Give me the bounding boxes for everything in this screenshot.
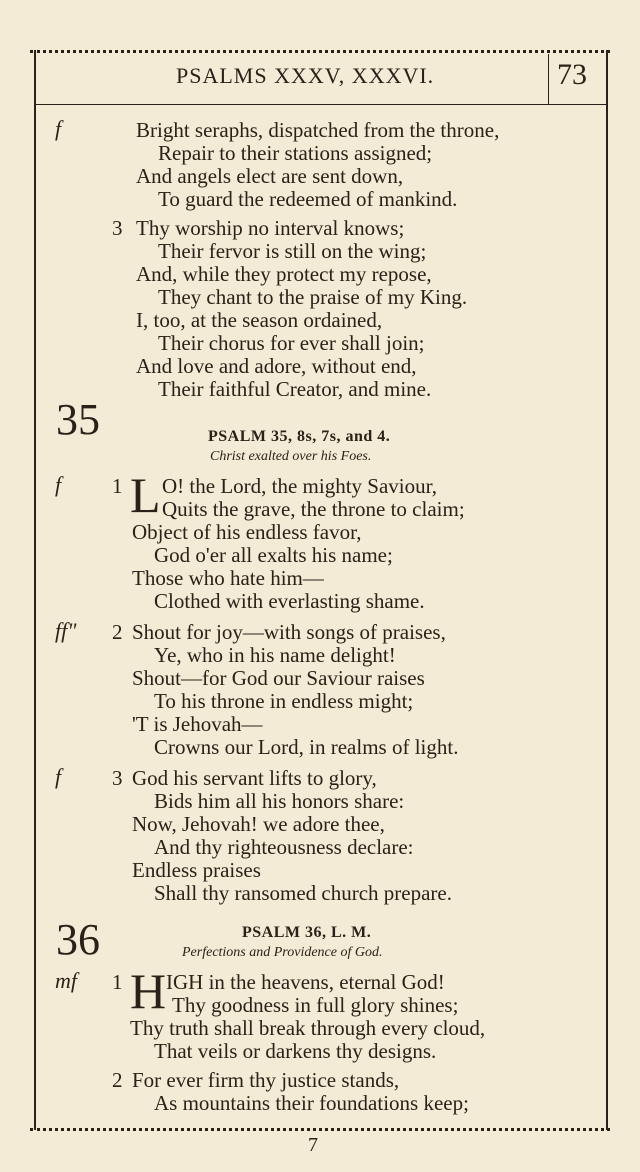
drop-cap: H	[130, 963, 167, 1019]
psalm-title: PSALM 35, 8s, 7s, and 4.	[208, 428, 391, 445]
dynamic-mark: ff"	[55, 618, 77, 643]
verse-line: 'T is Jehovah—	[132, 712, 263, 736]
page-border-top	[30, 50, 610, 53]
verse-line: Thy goodness in full glory shines;	[172, 993, 459, 1017]
verse-line: Shall thy ransomed church prepare.	[154, 881, 452, 905]
verse-line: Their chorus for ever shall join;	[158, 331, 425, 355]
verse-line: Crowns our Lord, in realms of light.	[154, 735, 459, 759]
verse-line: Thy truth shall break through every cloud,	[130, 1016, 486, 1040]
verse-line: IGH in the heavens, eternal God!	[166, 970, 445, 994]
verse-number: 2	[112, 620, 123, 644]
verse-line: Their fervor is still on the wing;	[158, 239, 427, 263]
verse-line: O! the Lord, the mighty Saviour,	[162, 474, 438, 498]
psalm-number: 35	[56, 395, 100, 444]
signature-mark: 7	[308, 1134, 318, 1156]
verse-line: They chant to the praise of my King.	[158, 285, 468, 309]
page-border-right	[606, 50, 608, 1130]
header-rule	[36, 104, 606, 105]
verse-line: Repair to their stations assigned;	[158, 141, 433, 165]
verse-line: As mountains their foundations keep;	[154, 1091, 469, 1115]
running-header: PSALMS XXXV, XXXVI.	[176, 63, 435, 88]
verse-line: Bids him all his honors share:	[154, 789, 405, 813]
dynamic-mark: f	[55, 116, 62, 141]
dynamic-mark: f	[55, 472, 62, 497]
verse-number: 3	[112, 216, 123, 240]
verse-line: Endless praises	[132, 858, 261, 882]
drop-cap: L	[130, 467, 161, 523]
page-border-left	[34, 50, 36, 1130]
page-number: 73	[557, 58, 587, 91]
header-divider	[548, 54, 549, 104]
verse-line: Quits the grave, the throne to claim;	[162, 497, 465, 521]
verse-number: 3	[112, 766, 123, 790]
verse-line: Now, Jehovah! we adore thee,	[132, 812, 385, 836]
verse-number: 2	[112, 1068, 123, 1092]
verse-line: Thy worship no interval knows;	[136, 216, 405, 240]
verse-number: 1	[112, 474, 123, 498]
verse-line: And, while they protect my repose,	[136, 262, 432, 286]
verse-line: For ever firm thy justice stands,	[132, 1068, 400, 1092]
verse-number: 1	[112, 970, 123, 994]
verse-line: And thy righteousness declare:	[154, 835, 414, 859]
verse-line: I, too, at the season ordained,	[136, 308, 383, 332]
psalm-number: 36	[56, 915, 100, 964]
dynamic-mark: f	[55, 764, 62, 789]
verse-line: To his throne in endless might;	[154, 689, 414, 713]
verse-line: Ye, who in his name delight!	[154, 643, 396, 667]
verse-line: That veils or darkens thy designs.	[154, 1039, 437, 1063]
verse-line: God his servant lifts to glory,	[132, 766, 377, 790]
verse-line: And love and adore, without end,	[136, 354, 417, 378]
verse-line: God o'er all exalts his name;	[154, 543, 393, 567]
verse-line: Clothed with everlasting shame.	[154, 589, 425, 613]
verse-line: Bright seraphs, dispatched from the throne,	[136, 118, 500, 142]
psalm-title: PSALM 36, L. M.	[242, 924, 372, 941]
dynamic-mark: mf	[55, 968, 77, 993]
verse-line: Object of his endless favor,	[132, 520, 362, 544]
verse-line: Their faithful Creator, and mine.	[158, 377, 432, 401]
verse-line: Shout—for God our Saviour raises	[132, 666, 425, 690]
psalm-subtitle: Perfections and Providence of God.	[182, 945, 383, 960]
psalm-subtitle: Christ exalted over his Foes.	[210, 449, 372, 464]
verse-line: Shout for joy—with songs of praises,	[132, 620, 446, 644]
verse-line: And angels elect are sent down,	[136, 164, 404, 188]
verse-line: To guard the redeemed of mankind.	[158, 187, 458, 211]
page-border-bottom	[30, 1128, 610, 1131]
verse-line: Those who hate him—	[132, 566, 324, 590]
